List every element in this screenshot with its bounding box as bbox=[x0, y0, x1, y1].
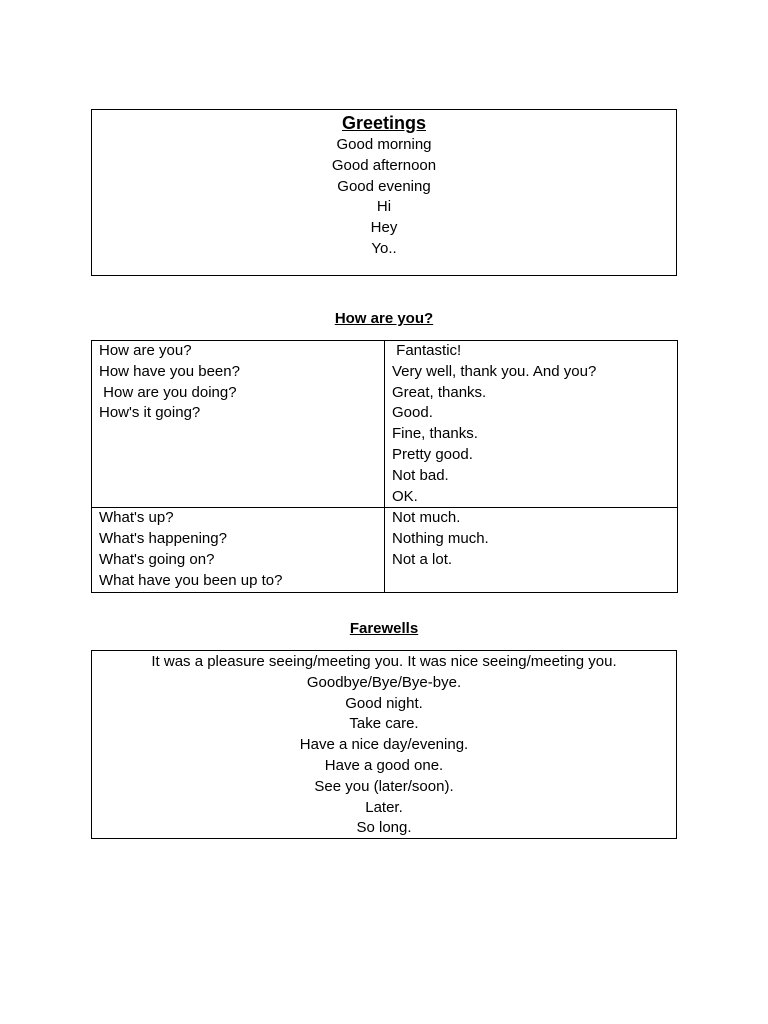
question-line: What's up? bbox=[99, 509, 174, 527]
greetings-title: Greetings bbox=[341, 113, 427, 133]
question-line: How are you doing? bbox=[99, 383, 237, 401]
greetings-box bbox=[91, 109, 677, 276]
farewell-item: So long. bbox=[356, 819, 412, 837]
question-line: What have you been up to? bbox=[99, 571, 283, 589]
answer-line: Pretty good. bbox=[392, 445, 473, 463]
farewell-item: Good night. bbox=[345, 694, 423, 712]
question-line: What's going on? bbox=[99, 550, 215, 568]
question-line: What's happening? bbox=[99, 530, 227, 548]
answer-line: Fantastic! bbox=[392, 342, 462, 359]
farewell-item: Later. bbox=[365, 798, 403, 816]
answer-line: Great, thanks. bbox=[392, 383, 487, 401]
farewells-heading: Farewells bbox=[349, 620, 419, 637]
question-line: How's it going? bbox=[99, 404, 201, 422]
how-are-you-heading: How are you? bbox=[334, 310, 434, 327]
greeting-item: Good evening bbox=[337, 177, 431, 195]
questions-cell bbox=[92, 508, 385, 592]
answer-line: Very well, thank you. And you? bbox=[392, 362, 597, 380]
answer-line: Good. bbox=[392, 404, 433, 422]
answer-line: Not a lot. bbox=[392, 550, 453, 568]
answer-line: Not bad. bbox=[392, 466, 449, 484]
question-line: How are you? bbox=[99, 342, 192, 359]
answers-cell bbox=[385, 508, 678, 592]
greeting-item: Hi bbox=[376, 198, 392, 216]
farewell-item: Take care. bbox=[349, 715, 419, 733]
greeting-item: Yo.. bbox=[371, 239, 397, 257]
table-row bbox=[92, 341, 678, 508]
farewell-item: Goodbye/Bye/Bye-bye. bbox=[306, 673, 462, 691]
greeting-item: Good afternoon bbox=[331, 156, 437, 174]
questions-cell bbox=[92, 341, 385, 508]
farewell-item: Have a nice day/evening. bbox=[299, 736, 469, 754]
farewell-item: Have a good one. bbox=[324, 756, 444, 774]
answer-line: OK. bbox=[392, 487, 418, 505]
greeting-item: Hey bbox=[370, 219, 398, 237]
farewells-box bbox=[91, 650, 677, 839]
answer-line: Nothing much. bbox=[392, 530, 489, 548]
table-row bbox=[92, 508, 678, 592]
answers-cell bbox=[385, 341, 678, 508]
farewell-item: See you (later/soon). bbox=[314, 777, 454, 795]
greeting-item: Good morning bbox=[336, 136, 432, 153]
answer-line: Fine, thanks. bbox=[392, 425, 478, 443]
how-are-you-table bbox=[91, 340, 678, 593]
answer-line: Not much. bbox=[392, 509, 461, 527]
farewell-item: It was a pleasure seeing/meeting you. It was nice seeing/meeting you. bbox=[151, 653, 617, 670]
question-line: How have you been? bbox=[99, 362, 240, 380]
